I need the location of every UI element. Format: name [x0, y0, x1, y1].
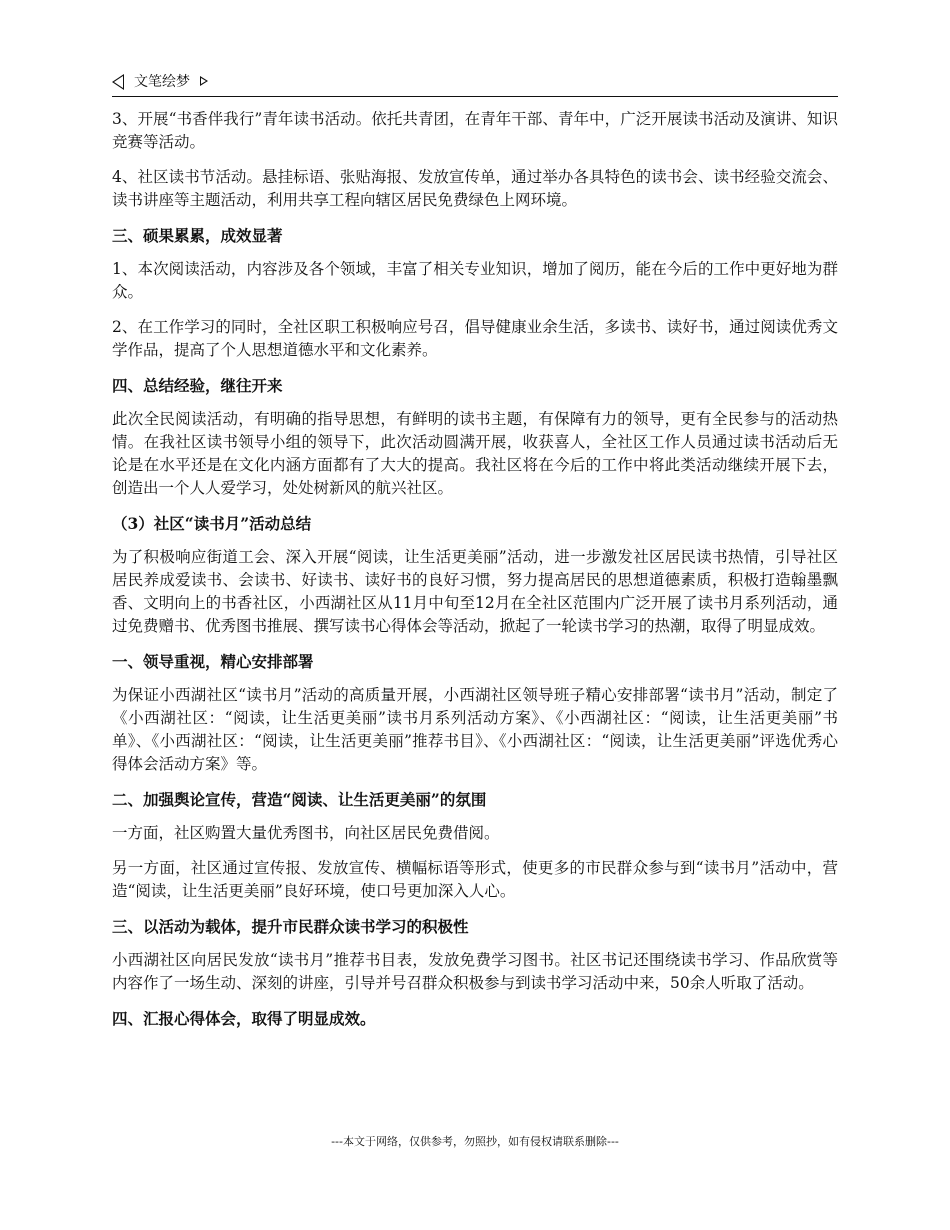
page-footer: ---本文于网络，仅供参考，勿照抄，如有侵权请联系删除--- [331, 1135, 619, 1148]
paragraph: 为保证小西湖社区“读书月”活动的高质量开展，小西湖社区领导班子精心安排部署“读书月”活动，制定了《小西湖社区：“阅读，让生活更美丽”读书月系列活动方案》、《小西湖社区：“阅读，让生活更美丽”书单》、《小西湖社区：“阅读，让生活更美丽”推荐书目》、《小西湖社区：“阅读，让生活更美丽”评选优秀心得体会活动方案》等。 [112, 686, 838, 773]
triangle-left-icon [112, 74, 124, 90]
triangle-right-icon [200, 76, 208, 86]
paragraph: 3、开展“书香伴我行”青年读书活动。依托共青团，在青年干部、青年中，广泛开展读书活动及演讲、知识竞赛等活动。 [112, 110, 838, 151]
section-heading: （3）社区“读书月”活动总结 [112, 514, 312, 533]
section-heading: 一、领导重视，精心安排部署 [112, 652, 314, 671]
section-heading: 四、汇报心得体会，取得了明显成效。 [112, 1009, 376, 1028]
paragraph: 2、在工作学习的同时，全社区职工积极响应号召，倡导健康业余生活，多读书、读好书，通过阅读优秀文学作品，提高了个人思想道德水平和文化素养。 [112, 318, 838, 359]
section-heading: 四、总结经验，继往开来 [112, 376, 283, 395]
paragraph: 4、社区读书节活动。悬挂标语、张贴海报、发放宣传单，通过举办各具特色的读书会、读书经验交流会、读书讲座等主题活动，利用共享工程向辖区居民免费绿色上网环境。 [112, 168, 838, 209]
paragraph: 为了积极响应街道工会、深入开展“阅读，让生活更美丽”活动，进一步激发社区居民读书热情，引导社区居民养成爱读书、会读书、好读书、读好书的良好习惯，努力提高居民的思想道德素质，积极打造翰墨飘香、文明向上的书香社区，小西湖社区从11月中旬至12月在全社区范围内广泛开展了读书月系列活动，通过免费赠书、优秀图书推展、撰写读书心得体会等活动，掀起了一轮读书学习的热潮，取得了明显成效。 [112, 548, 838, 635]
paragraph: 1、本次阅读活动，内容涉及各个领域，丰富了相关专业知识，增加了阅历，能在今后的工作中更好地为群众。 [112, 260, 838, 301]
section-heading: 三、硕果累累，成效显著 [112, 226, 283, 245]
paragraph: 此次全民阅读活动，有明确的指导思想，有鲜明的读书主题，有保障有力的领导，更有全民参与的活动热情。在我社区读书领导小组的领导下，此次活动圆满开展，收获喜人，全社区工作人员通过读书活动后无论是在水平还是在文化内涵方面都有了大大的提高。我社区将在今后的工作中将此类活动继续开展下去，创造出一个人人爱学习，处处树新风的航兴社区。 [112, 410, 838, 497]
section-heading: 三、以活动为载体，提升市民群众读书学习的积极性 [112, 917, 469, 936]
paragraph: 另一方面，社区通过宣传报、发放宣传、横幅标语等形式，使更多的市民群众参与到“读书月”活动中，营造“阅读，让生活更美丽”良好环境，使口号更加深入人心。 [112, 859, 838, 900]
header-divider [112, 96, 838, 97]
section-heading: 二、加强舆论宣传，营造“阅读、让生活更美丽”的氛围 [112, 790, 487, 809]
page-header [112, 72, 838, 96]
document-body [112, 108, 838, 1041]
paragraph: 一方面，社区购置大量优秀图书，向社区居民免费借阅。 [112, 824, 500, 842]
paragraph: 小西湖社区向居民发放“读书月”推荐书目表，发放免费学习图书。社区书记还围绕读书学习、作品欣赏等内容作了一场生动、深刻的讲座，引导并号召群众积极参与到读书学习活动中来，50余人听取了活动。 [112, 951, 838, 992]
header-brand: 文笔绘梦 [134, 74, 190, 90]
